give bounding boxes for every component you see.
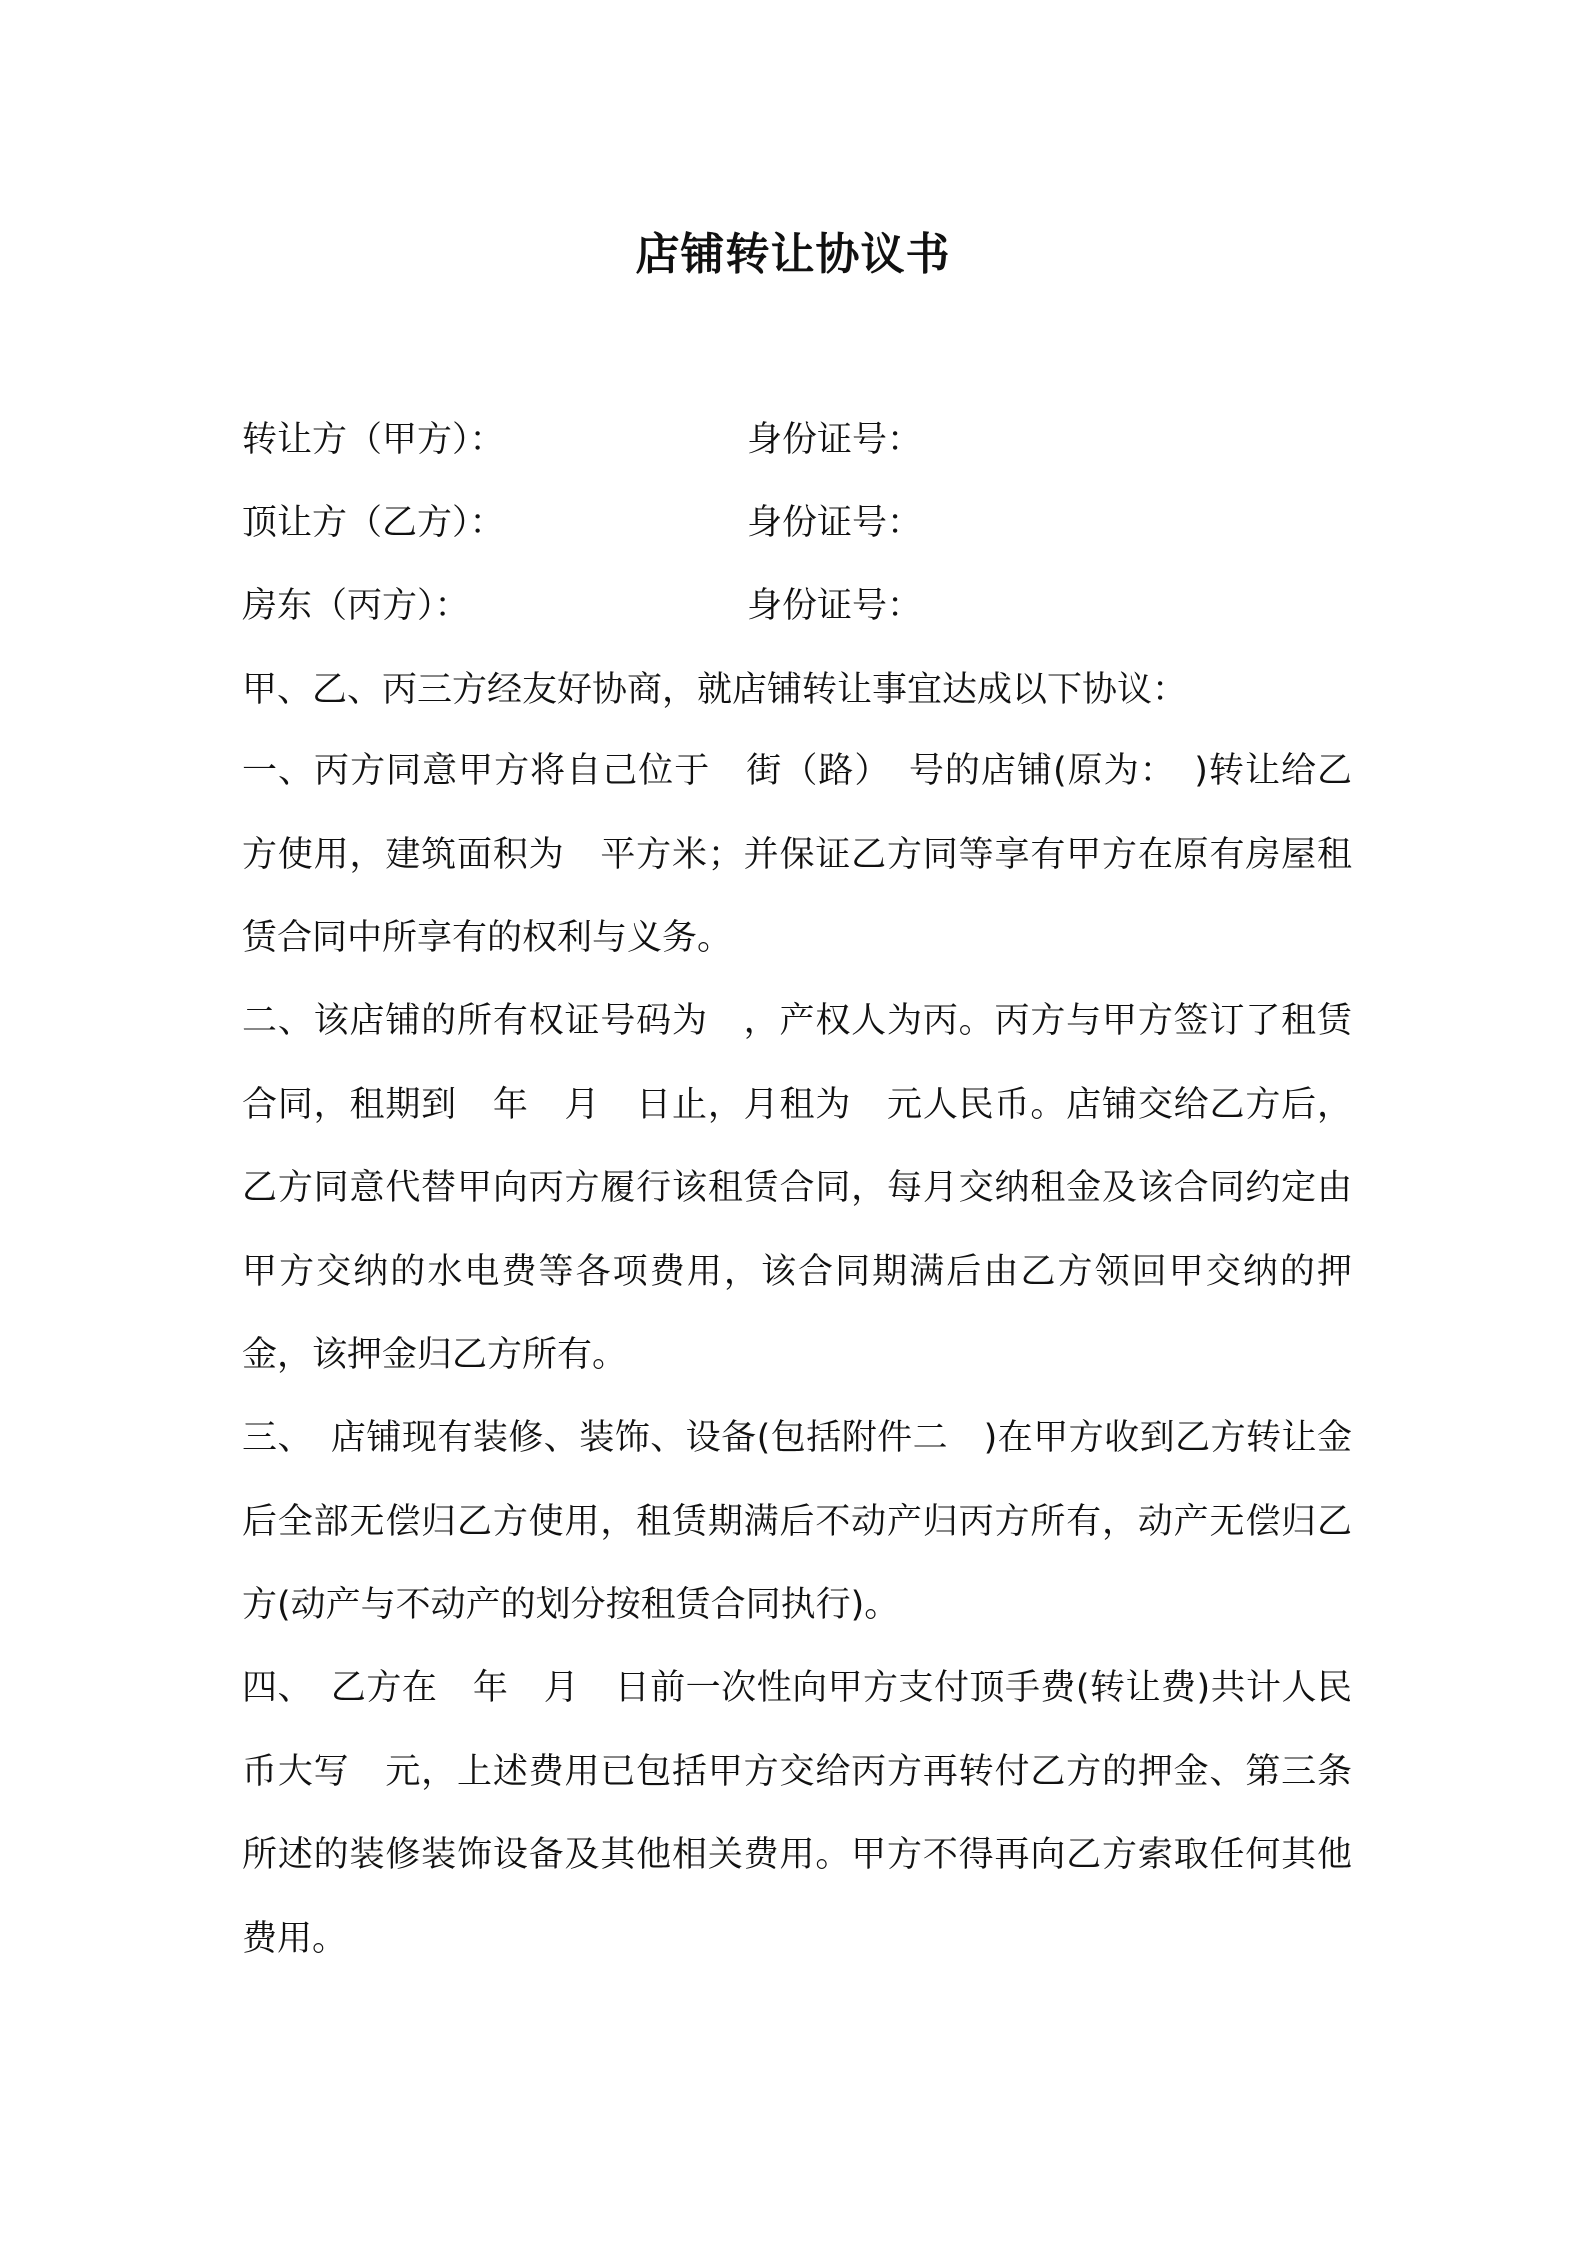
party-row-landlord [242, 578, 1362, 638]
transferee-id-label: 身份证号： [747, 503, 923, 543]
transferor-id-label: 身份证号： [747, 420, 923, 460]
document-title: 店铺转让协议书 [635, 229, 951, 280]
party-row-transferor [242, 412, 1362, 472]
transferor-label: 转让方（甲方）： [242, 420, 505, 460]
agreement-intro: 甲、乙、丙三方经友好协商，就店铺转让事宜达成以下协议： [242, 670, 1188, 710]
landlord-id-label: 身份证号： [747, 586, 923, 626]
party-row-transferee [242, 495, 1362, 555]
transferee-label: 顶让方（乙方）： [242, 503, 505, 543]
clause-2: 二、该店铺的所有权证号码为 ，产权人为丙。丙方与甲方签订了租赁合同，租期到 年 月 日止，月租为 元人民币。店铺交给乙方后，乙方同意代替甲向丙方履行该租赁合同，每月交纳租金及该合同约定由甲方交纳的水电费等各项费用，该合同期满后由乙方领回甲交纳的押金，该押金归乙方所有。 [242, 1001, 1352, 1375]
clause-4: 四、 乙方在 年 月 日前一次性向甲方支付顶手费(转让费)共计人民币大写 元，上述费用已包括甲方交给丙方再转付乙方的押金、第三条所述的装修装饰设备及其他相关费用。甲方不得再向乙方索取任何其他费用。 [242, 1668, 1352, 1959]
clause-3: 三、 店铺现有装修、装饰、设备(包括附件二 )在甲方收到乙方转让金后全部无偿归乙方使用，租赁期满后不动产归丙方所有，动产无偿归乙方(动产与不动产的划分按租赁合同执行)。 [242, 1418, 1352, 1625]
landlord-label: 房东（丙方）： [242, 586, 470, 626]
clause-1: 一、丙方同意甲方将自己位于 街（路） 号的店铺(原为： )转让给乙方使用，建筑面积为 平方米；并保证乙方同等享有甲方在原有房屋租赁合同中所享有的权利与义务。 [242, 751, 1352, 958]
